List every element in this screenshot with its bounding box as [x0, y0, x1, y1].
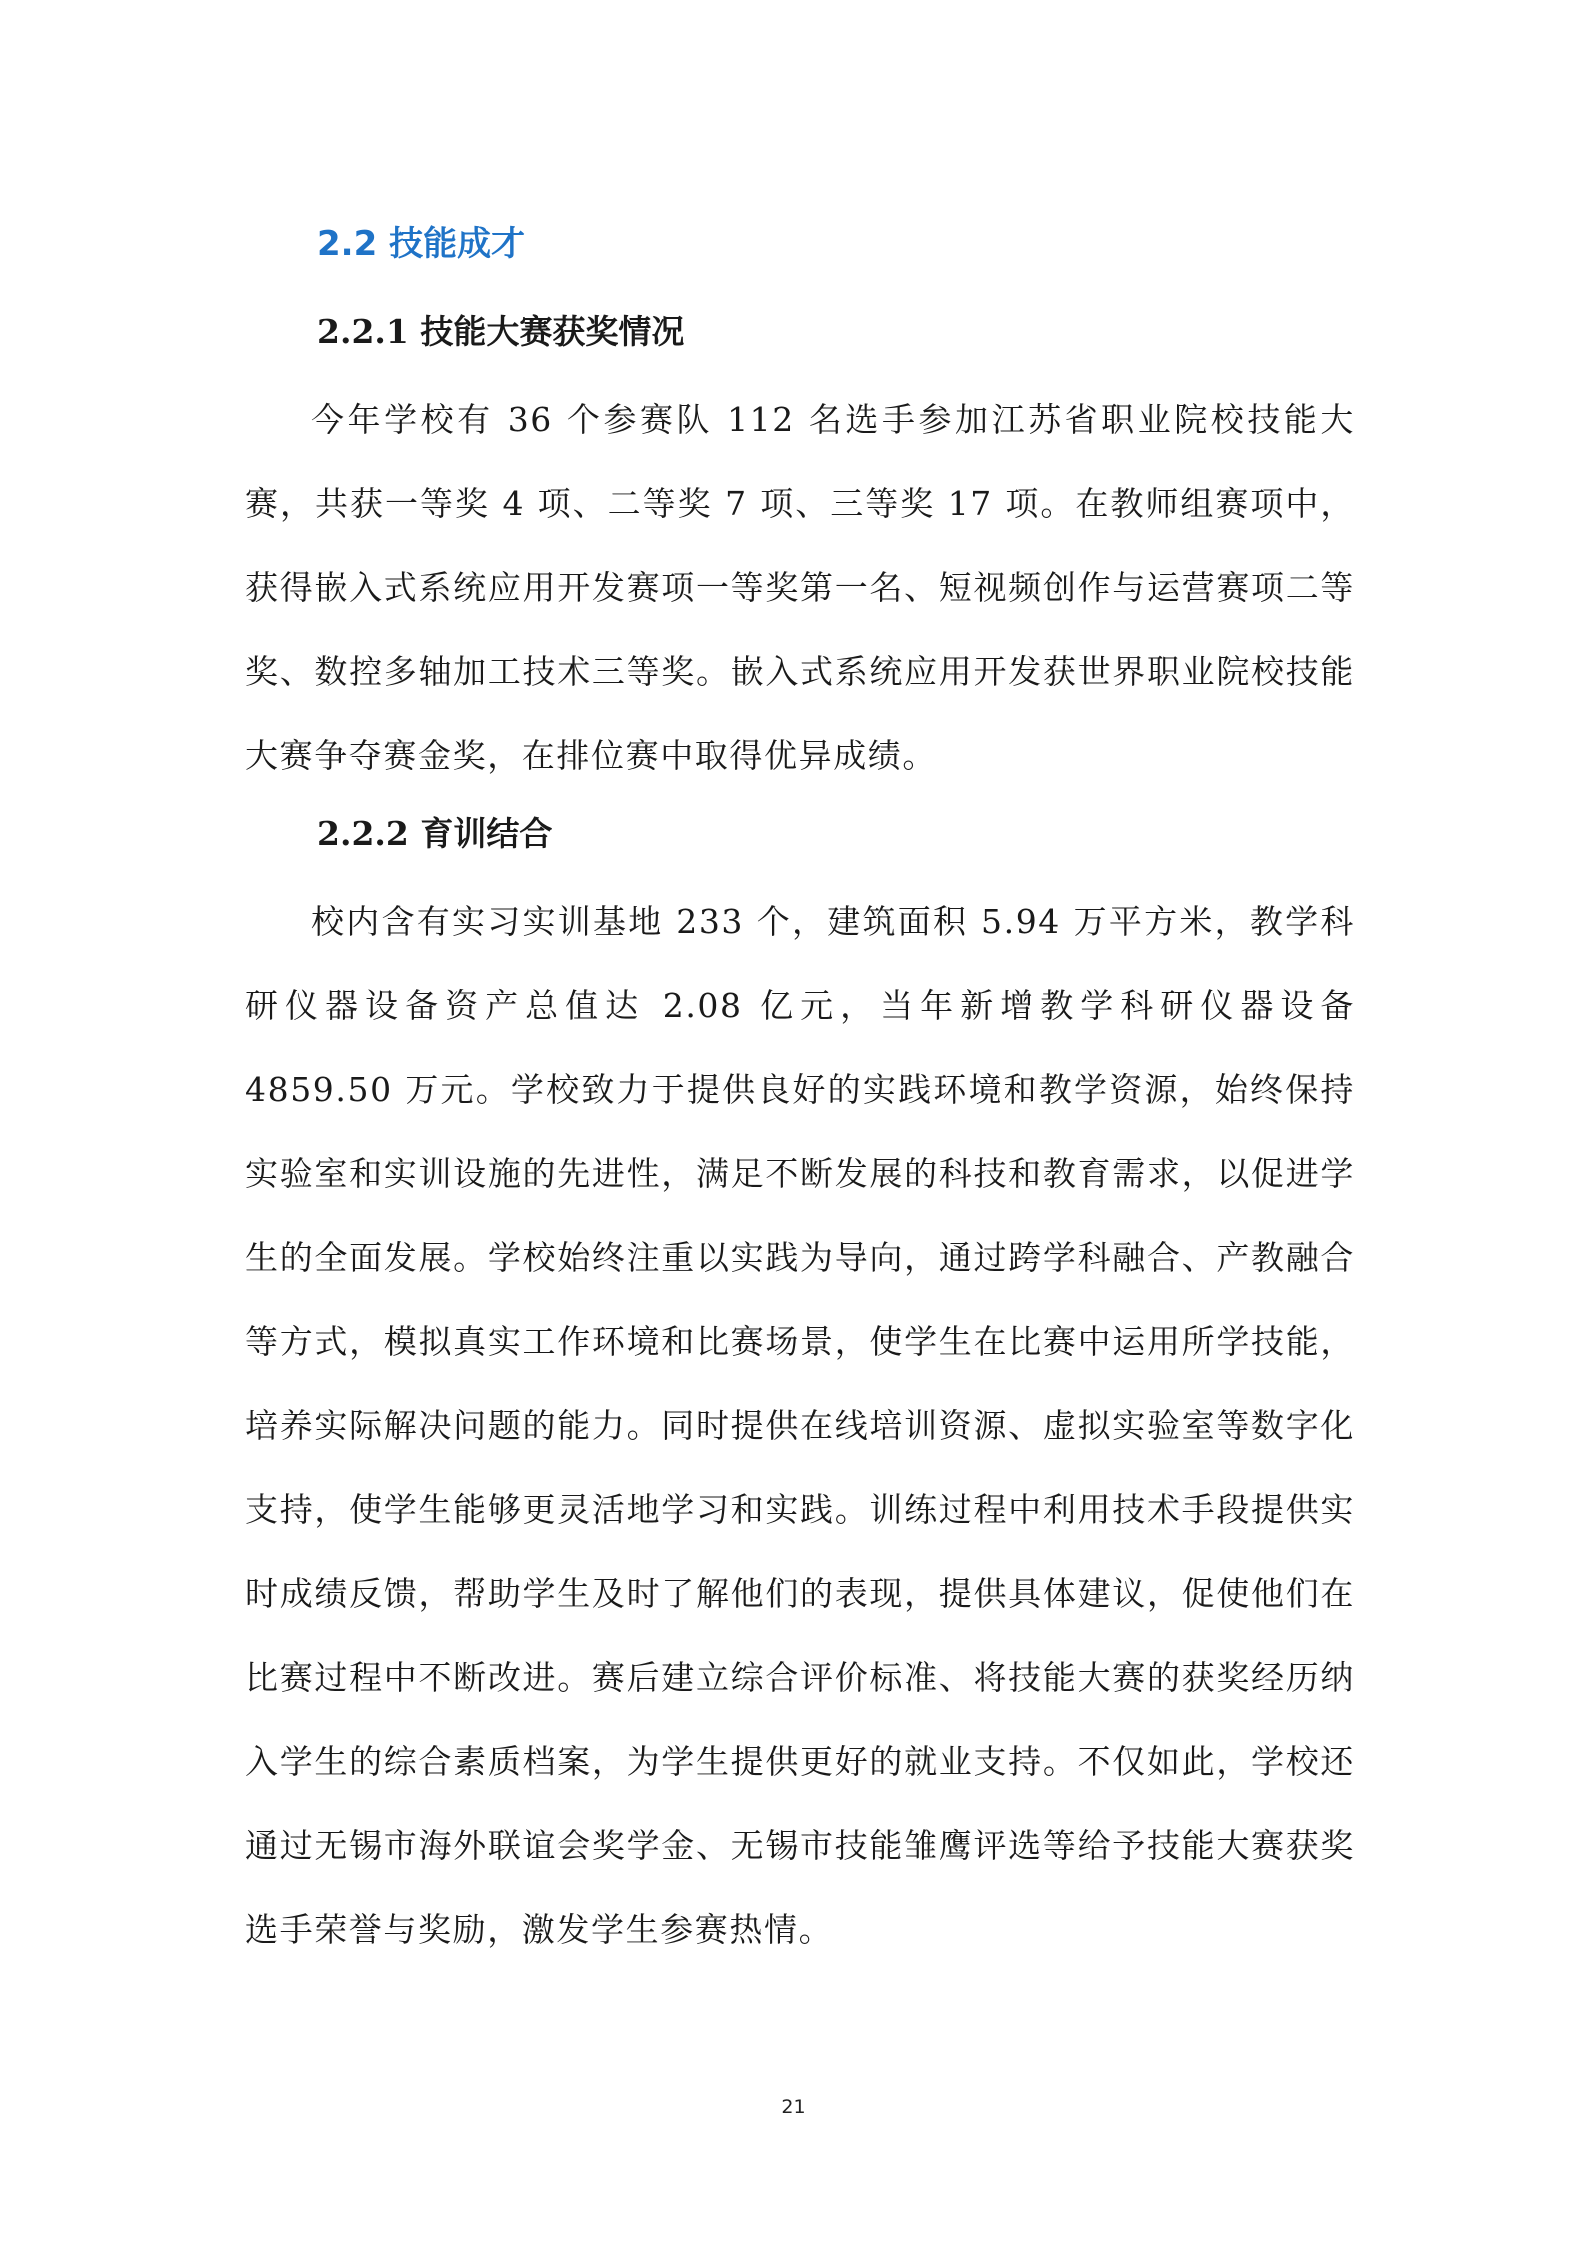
paragraph-training: 校内含有实习实训基地 233 个，建筑面积 5.94 万平方米，教学科研仪器设备资产总值达 2.08 亿元，当年新增教学科研仪器设备 4859.50 万元。学校致力于提供良好的实践环境和教学资源，始终保持实验室和实训设施的先进性，满足不断发展的科技和教育需求，以促进学生的全面发展。学校始终注重以实践为导向，通过跨学科融合、产教融合等方式，模拟真实工作环境和比赛场景，使学生在比赛中运用所学技能，培养实际解决问题的能力。同时提供在线培训资源、虚拟实验室等数字化支持，使学生能够更灵活地学习和实践。训练过程中利用技术手段提供实时成绩反馈，帮助学生及时了解他们的表现，提供具体建议，促使他们在比赛过程中不断改进。赛后建立综合评价标准、将技能大赛的获奖经历纳入学生的综合素质档案，为学生提供更好的就业支持。不仅如此，学校还通过无锡市海外联谊会奖学金、无锡市技能雏鹰评选等给予技能大赛获奖选手荣誉与奖励，激发学生参赛热情。 [245, 902, 1355, 1949]
subsection-heading-awards: 2.2.1 技能大赛获奖情况 [317, 312, 685, 351]
page-number: 21 [781, 2096, 806, 2118]
section-heading: 2.2 技能成才 [317, 224, 526, 264]
paragraph-awards: 今年学校有 36 个参赛队 112 名选手参加江苏省职业院校技能大赛，共获一等奖 4 项、二等奖 7 项、三等奖 17 项。在教师组赛项中，获得嵌入式系统应用开发赛项一等奖第一名、短视频创作与运营赛项二等奖、数控多轴加工技术三等奖。嵌入式系统应用开发获世界职业院校技能大赛争夺赛金奖，在排位赛中取得优异成绩。 [245, 400, 1355, 775]
subsection-heading-training: 2.2.2 育训结合 [317, 814, 553, 853]
